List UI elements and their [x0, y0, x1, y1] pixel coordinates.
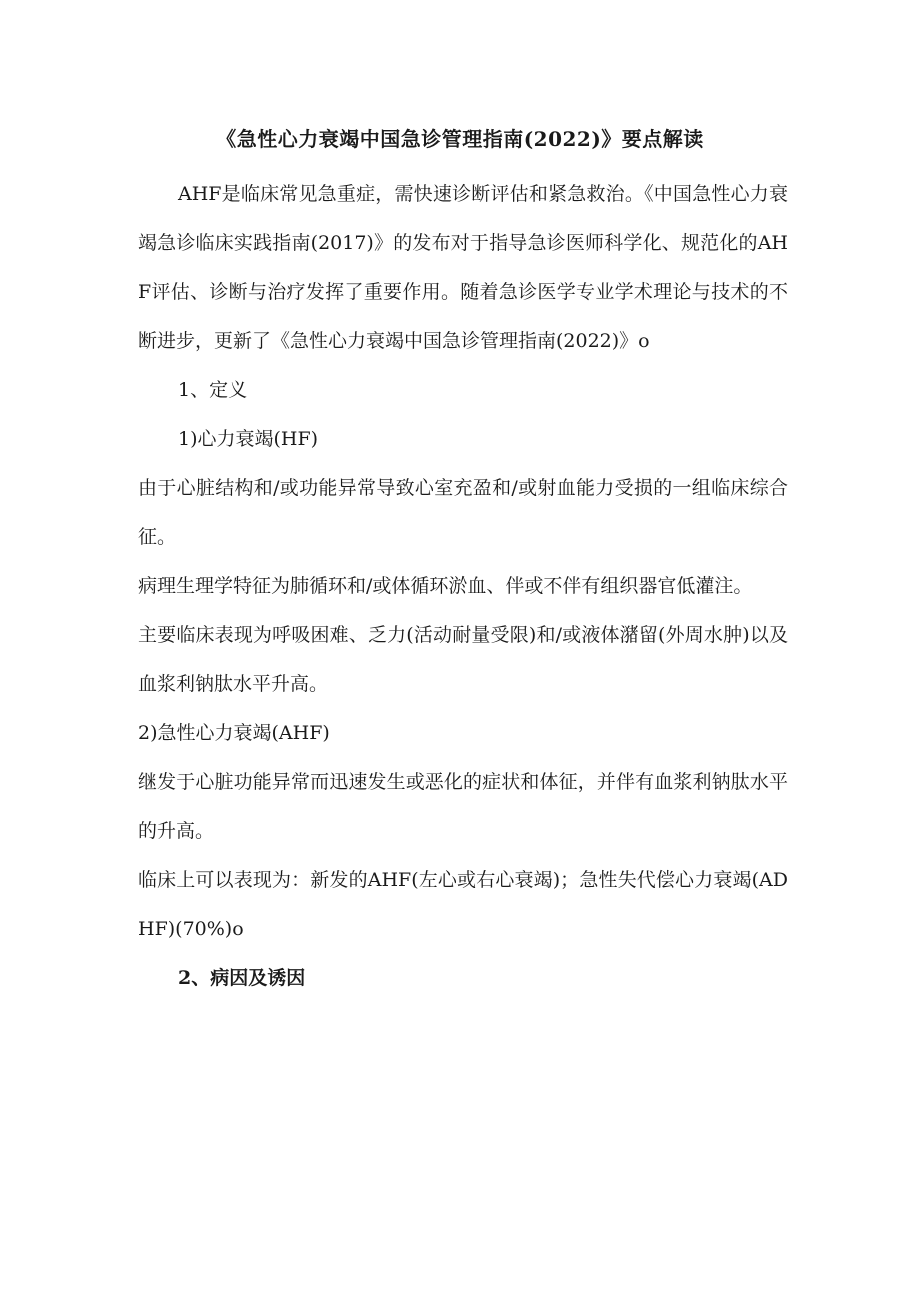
ahf-clinical-paragraph: 临床上可以表现为：新发的AHF(左心或右心衰竭)；急性失代偿心力衰竭(ADHF)(70%)o	[138, 869, 788, 940]
subheading-acute-heart-failure: 2)急性心力衰竭(AHF)	[138, 722, 330, 744]
section-heading-definition: 1、定义	[178, 379, 248, 401]
subheading-heart-failure: 1)心力衰竭(HF)	[178, 428, 319, 450]
section-heading-causes: 2、病因及诱因	[178, 967, 306, 989]
hf-pathophysiology-paragraph: 病理生理学特征为肺循环和/或体循环淤血、伴或不伴有组织器官低灌注。	[138, 575, 753, 597]
ahf-definition-paragraph: 继发于心脏功能异常而迅速发生或恶化的症状和体征，并伴有血浆利钠肽水平的升高。	[138, 771, 788, 842]
document-body	[138, 170, 788, 1003]
intro-paragraph: AHF是临床常见急重症，需快速诊断评估和紧急救治。《中国急性心力衰竭急诊临床实践指南(2017)》的发布对于指导急诊医师科学化、规范化的AHF评估、诊断与治疗发挥了重要作用。随着急诊医学专业学术理论与技术的不断进步，更新了《急性心力衰竭中国急诊管理指南(2022)》o	[138, 183, 788, 352]
hf-definition-paragraph: 由于心脏结构和/或功能异常导致心室充盈和/或射血能力受损的一组临床综合征。	[138, 477, 788, 548]
hf-clinical-paragraph: 主要临床表现为呼吸困难、乏力(活动耐量受限)和/或液体潴留(外周水肿)以及血浆利钠肽水平升高。	[138, 624, 788, 695]
document-title: 《急性心力衰竭中国急诊管理指南(2022)》要点解读	[216, 127, 704, 151]
